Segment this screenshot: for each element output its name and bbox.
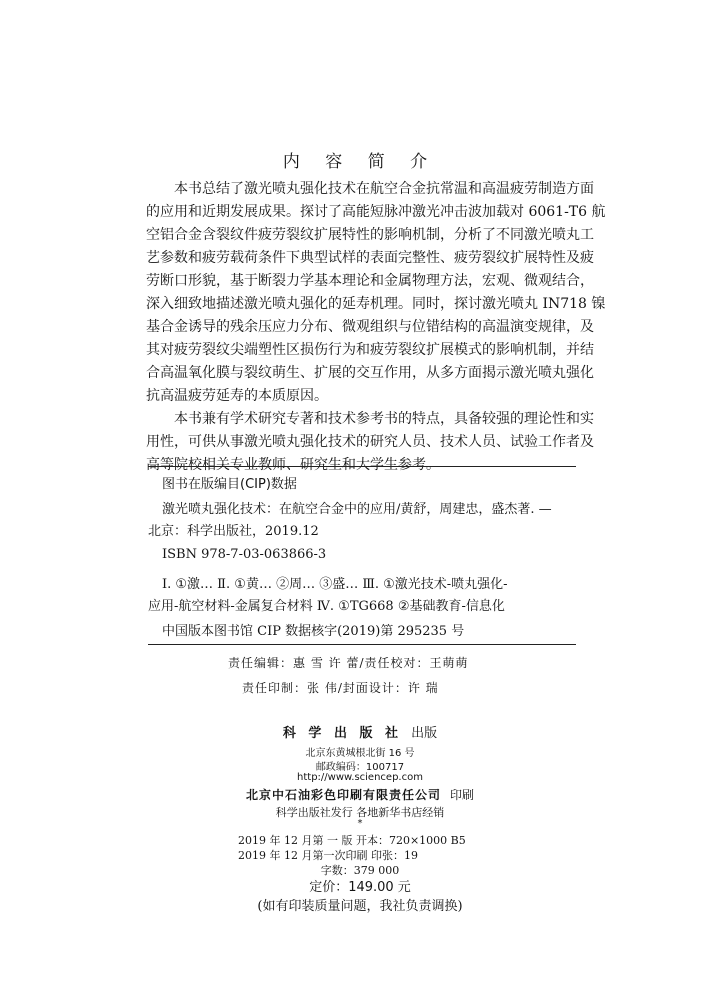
printer-name: 北京中石油彩色印刷有限责任公司: [245, 788, 441, 802]
text-line: 本书总结了激光喷丸强化技术在航空合金抗常温和高温疲劳制造方面: [174, 181, 594, 197]
text-line: 空铝合金含裂纹件疲劳裂纹扩展特性的影响机制，分析了不同激光喷丸工: [146, 227, 594, 243]
text-line: 的应用和近期发展成果。探讨了高能短脉冲激光冲击波加载对 6061-T6 航: [146, 204, 606, 220]
cip-title-line: 北京：科学出版社，2019.12: [148, 524, 319, 539]
price: 定价：149.00 元: [309, 880, 411, 895]
cip-title-line: 激光喷丸强化技术：在航空合金中的应用/黄舒，周建忠，盛杰著. —: [162, 502, 552, 517]
summary-paragraph-1: [146, 178, 606, 408]
credits-line: 责任编辑：惠 雪 许 蕾/责任校对：王萌萌: [228, 656, 469, 670]
distribution-line: 科学出版社发行 各地新华书店经销: [275, 806, 445, 819]
printer-suffix: 印刷: [450, 788, 475, 802]
text-line: 本书兼有学术研究专著和技术参考书的特点，具备较强的理论性和实: [174, 411, 594, 427]
text-line: 劳断口形貌，基于断裂力学基本理论和金属物理方法，宏观、微观结合，: [146, 273, 594, 289]
text-line: 用性，可供从事激光喷丸强化技术的研究人员、技术人员、试验工作者及: [146, 434, 594, 450]
edition-line: 2019 年 12 月第 一 版 开本：720×1000 B5: [238, 834, 466, 847]
quality-notice: (如有印装质量问题，我社负责调换): [257, 899, 463, 914]
page-title: 内 容 简 介: [282, 152, 438, 172]
word-count: 字数：379 000: [320, 864, 400, 877]
cip-heading: 图书在版编目(CIP)数据: [162, 477, 297, 492]
cip-bottom-rule: [148, 644, 576, 645]
text-line: 艺参数和疲劳载荷条件下典型试样的表面完整性、疲劳裂纹扩展特性及疲: [146, 250, 594, 266]
publisher-name: 科 学 出 版 社: [282, 726, 402, 741]
text-line: 深入细致地描述激光喷丸强化的延寿机理。同时，探讨激光喷丸 IN718 镍: [146, 296, 606, 312]
text-line: 抗高温疲劳延寿的本质原因。: [146, 388, 328, 404]
text-line: 其对疲劳裂纹尖端塑性区损伤行为和疲劳裂纹扩展模式的影响机制，并结: [146, 342, 594, 358]
publisher-url: http://www.sciencep.com: [297, 772, 423, 783]
text-line: 合高温氧化膜与裂纹萌生、扩展的交互作用，从多方面揭示激光喷丸强化: [146, 365, 594, 381]
text-line: 高等院校相关专业教师、研究生和大学生参考。: [146, 457, 440, 473]
publisher-address: 北京东黄城根北街 16 号: [305, 748, 415, 759]
publisher-line: [0, 722, 720, 741]
cip-classification-line: 应用-航空材料-金属复合材料 Ⅳ. ①TG668 ②基础教育-信息化: [148, 599, 505, 614]
cip-library-line: 中国版本图书馆 CIP 数据核字(2019)第 295235 号: [162, 624, 465, 639]
printer-line: [0, 784, 720, 803]
publisher-suffix: 出版: [411, 726, 438, 741]
text-line: 基合金诱导的残余压应力分布、微观组织与位错结构的高温演变规律，及: [146, 319, 594, 335]
cip-isbn: ISBN 978-7-03-063866-3: [162, 547, 327, 562]
cip-classification-line: Ⅰ. ①激… Ⅱ. ①黄… ②周… ③盛… Ⅲ. ①激光技术-喷丸强化-: [162, 577, 508, 592]
edition-line: 2019 年 12 月第一次印刷 印张：19: [238, 849, 418, 862]
separator-star: *: [357, 818, 363, 829]
publisher-postcode: 邮政编码：100717: [315, 762, 405, 773]
cip-top-rule: [148, 466, 576, 467]
credits-line: 责任印制：张 伟/封面设计：许 瑞: [242, 681, 439, 695]
